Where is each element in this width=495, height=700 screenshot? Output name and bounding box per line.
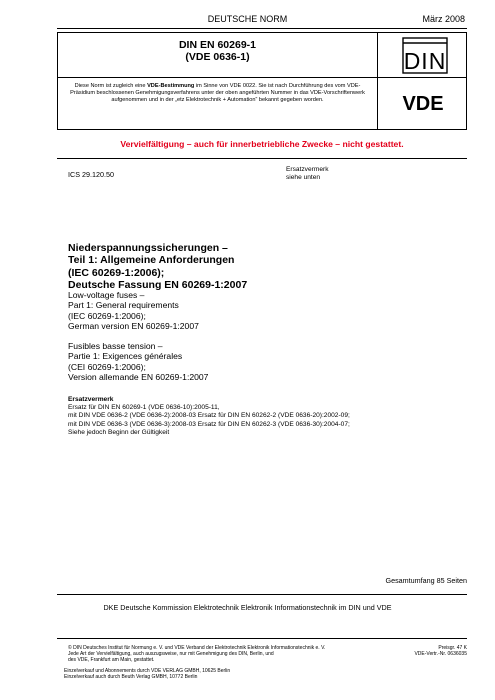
copyright-line: © DIN Deutsches Institut für Normung e. V. und VDE Verband der Elektrotechnik Elektronik Informationstechnik e. V. bbox=[68, 645, 326, 651]
note-text-start: Diese Norm ist zugleich eine bbox=[74, 83, 148, 89]
copyright-note bbox=[68, 646, 388, 664]
title-fr-line: Partie 1: Exigences générales bbox=[68, 351, 183, 362]
replacement-line: Siehe jedoch Beginn der Gültigkeit bbox=[68, 428, 170, 436]
title-en-line: (IEC 60269-1:2006); bbox=[68, 310, 146, 321]
vde-logo-text: VDE bbox=[402, 93, 444, 115]
price-group: Preisgr. 47 K bbox=[438, 645, 467, 651]
ersatzvermerk-note bbox=[286, 166, 329, 182]
reproduction-warning: Vervielfältigung – auch für innerbetriebliche Zwecke – nicht gestattet. bbox=[57, 130, 467, 159]
total-pages: Gesamtumfang 85 Seiten bbox=[385, 576, 467, 585]
copyright-line: des VDE, Frankfurt am Main, gestattet. bbox=[68, 656, 155, 663]
standard-number: DIN EN 60269-1 bbox=[178, 39, 257, 51]
title-de-line: Teil 1: Allgemeine Anforderungen bbox=[68, 254, 235, 267]
replacement-heading: Ersatzvermerk bbox=[68, 396, 114, 403]
replacement-line: Ersatz für DIN EN 60269-1 (VDE 0636-10):2005-11, bbox=[68, 404, 220, 412]
vde-logo bbox=[378, 78, 466, 128]
ersatzvermerk-line1: Ersatzvermerk bbox=[286, 166, 329, 173]
title-de-line: Deutsche Fassung EN 60269-1:2007 bbox=[68, 279, 248, 292]
title-fr-line: (CEI 60269-1:2006); bbox=[68, 361, 146, 372]
vde-regulation-note bbox=[57, 78, 377, 130]
din-logo-box bbox=[377, 32, 467, 78]
vde-logo-box bbox=[377, 78, 467, 130]
header-date: März 2008 bbox=[422, 14, 465, 24]
din-logo-text: DIN bbox=[403, 48, 447, 74]
ics-code: ICS 29.120.50 bbox=[68, 170, 114, 179]
vde-number: (VDE 0636-1) bbox=[185, 51, 250, 63]
vde-order-number: VDE-Vertr.-Nr. 0636035 bbox=[414, 650, 467, 657]
title-fr-line: Version allemande EN 60269-1:2007 bbox=[68, 372, 209, 383]
standard-number-box bbox=[57, 32, 377, 78]
title-en-line: German version EN 60269-1:2007 bbox=[68, 321, 199, 332]
note-text-end: im Sinne von VDE 0022. Sie ist nach Durchführung des vom VDE-Präsidium beschlossenen Genehmigungsverfahrens unter der oben angeführten Nummer in das VDE-Vorschriftenwerk aufgenommen und in der „etz Elektrotechnik + Automation“ bekannt gegeben worden. bbox=[70, 83, 365, 103]
replacement-section bbox=[68, 396, 468, 437]
title-en-line: Part 1: General requirements bbox=[68, 300, 179, 311]
title-de-line: Niederspannungssicherungen – bbox=[68, 242, 228, 254]
title-de-line: (IEC 60269-1:2006); bbox=[68, 266, 165, 279]
header-rule bbox=[57, 28, 467, 29]
title-french bbox=[68, 341, 448, 383]
ersatzvermerk-line2: siehe unten bbox=[286, 174, 321, 181]
header-title: DEUTSCHE NORM bbox=[207, 14, 288, 24]
replacement-line: mit DIN VDE 0636-2 (VDE 0636-2):2008-03 Ersatz für DIN EN 60262-2 (VDE 0636-20):2002-09; bbox=[68, 412, 350, 420]
sales-line: Einzelverkauf und Abonnements durch VDE VERLAG GMBH, 10625 Berlin bbox=[64, 668, 231, 674]
sales-info bbox=[64, 668, 230, 681]
copyright-line: Jede Art der Vervielfältigung, auch auszugsweise, nur mit Genehmigung des DIN, Berlin, und bbox=[68, 650, 274, 657]
footer-rule bbox=[57, 638, 467, 639]
note-text-bold: VDE-Bestimmung bbox=[147, 83, 195, 89]
din-logo bbox=[378, 33, 466, 77]
title-english bbox=[68, 290, 448, 332]
price-info bbox=[414, 646, 467, 658]
dke-commission: DKE Deutsche Kommission Elektrotechnik Elektronik Informationstechnik im DIN und VDE bbox=[103, 603, 392, 612]
replacement-line: mit DIN VDE 0636-3 (VDE 0636-3):2008-03 Ersatz für DIN EN 60262-3 (VDE 0636-30):2004-07; bbox=[68, 420, 350, 428]
title-en-line: Low-voltage fuses – bbox=[68, 290, 145, 300]
sales-line: Einzelverkauf auch durch Beuth Verlag GMBH, 10772 Berlin bbox=[64, 674, 198, 681]
title-german bbox=[68, 242, 448, 292]
title-fr-line: Fusibles basse tension – bbox=[68, 341, 163, 351]
dke-rule-top bbox=[57, 594, 467, 595]
